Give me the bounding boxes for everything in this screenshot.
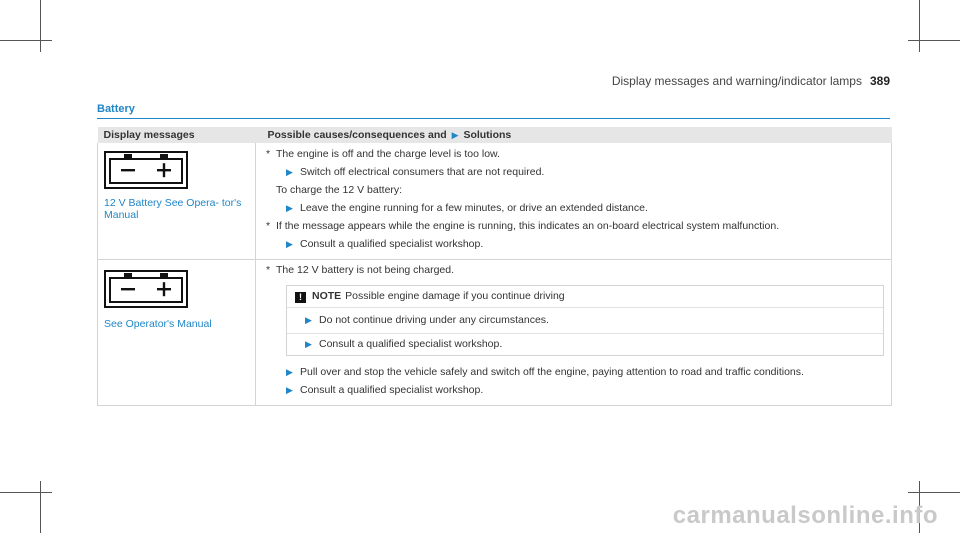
section-title: Battery: [97, 103, 135, 115]
arrow-icon: ▶: [451, 130, 459, 140]
solution-step: ▶ Consult a qualified specialist workshop.: [286, 384, 484, 396]
solution-cell: [256, 143, 892, 260]
note-label: NOTE: [312, 290, 342, 302]
note-step: ▶ Consult a qualified specialist workshop.: [305, 338, 503, 350]
arrow-icon: ▶: [305, 315, 312, 325]
header-title: Display messages and warning/indicator lamps: [611, 74, 862, 88]
note-box: [286, 285, 884, 356]
cause-item: * The engine is off and the charge level is too low.: [266, 148, 500, 160]
bullet-mark: *: [266, 264, 271, 276]
solution-cell: [256, 260, 892, 406]
crop-mark: [908, 492, 960, 493]
solution-step: ▶ Leave the engine running for a few minutes, or drive an extended distance.: [286, 202, 648, 214]
section-divider: [97, 118, 890, 119]
arrow-icon: ▶: [286, 167, 293, 177]
table-row: [98, 260, 892, 406]
solution-step: ▶ Consult a qualified specialist workshop.: [286, 238, 484, 250]
page-number: 389: [869, 74, 890, 88]
table-row: [98, 143, 892, 260]
crop-mark: [40, 481, 41, 533]
arrow-icon: ▶: [286, 367, 293, 377]
message-cell: [98, 260, 256, 406]
note-header: [287, 286, 883, 308]
note-text: Possible engine damage if you continue driving: [345, 290, 565, 302]
column-header-solutions: [256, 127, 892, 143]
crop-mark: [908, 40, 960, 41]
solution-step: ▶ Switch off electrical consumers that are not required.: [286, 166, 545, 178]
crop-mark: [0, 40, 52, 41]
crop-mark: [0, 492, 52, 493]
column-header-solutions-pre: Possible causes/consequences and: [267, 129, 447, 141]
column-header-solutions-post: Solutions: [463, 129, 512, 141]
watermark: carmanualsonline.info: [672, 502, 938, 529]
crop-mark: [40, 0, 41, 52]
message-text: See Operator's Manual: [104, 318, 212, 330]
solution-step: ▶ Pull over and stop the vehicle safely and switch off the engine, paying attention to road and traffic conditions.: [286, 366, 804, 378]
crop-mark: [919, 0, 920, 52]
battery-icon: [104, 270, 188, 308]
bullet-mark: *: [266, 220, 271, 232]
battery-icon: [104, 151, 188, 189]
cause-item: * The 12 V battery is not being charged.: [266, 264, 455, 276]
arrow-icon: ▶: [286, 385, 293, 395]
column-header-messages: Display messages: [98, 127, 256, 143]
instruction-text: To charge the 12 V battery:: [276, 184, 403, 196]
table-header-row: [98, 127, 892, 143]
message-cell: [98, 143, 256, 260]
arrow-icon: ▶: [286, 239, 293, 249]
cause-item: * If the message appears while the engine is running, this indicates an on-board electrical system malfunction.: [266, 220, 780, 232]
running-header: [612, 74, 890, 88]
note-step: ▶ Do not continue driving under any circumstances.: [287, 308, 883, 334]
display-messages-table: [97, 127, 892, 406]
arrow-icon: ▶: [305, 339, 312, 349]
arrow-icon: ▶: [286, 203, 293, 213]
warning-icon: !: [295, 292, 306, 303]
bullet-mark: *: [266, 148, 271, 160]
message-text: 12 V Battery See Opera- tor's Manual: [104, 197, 242, 221]
